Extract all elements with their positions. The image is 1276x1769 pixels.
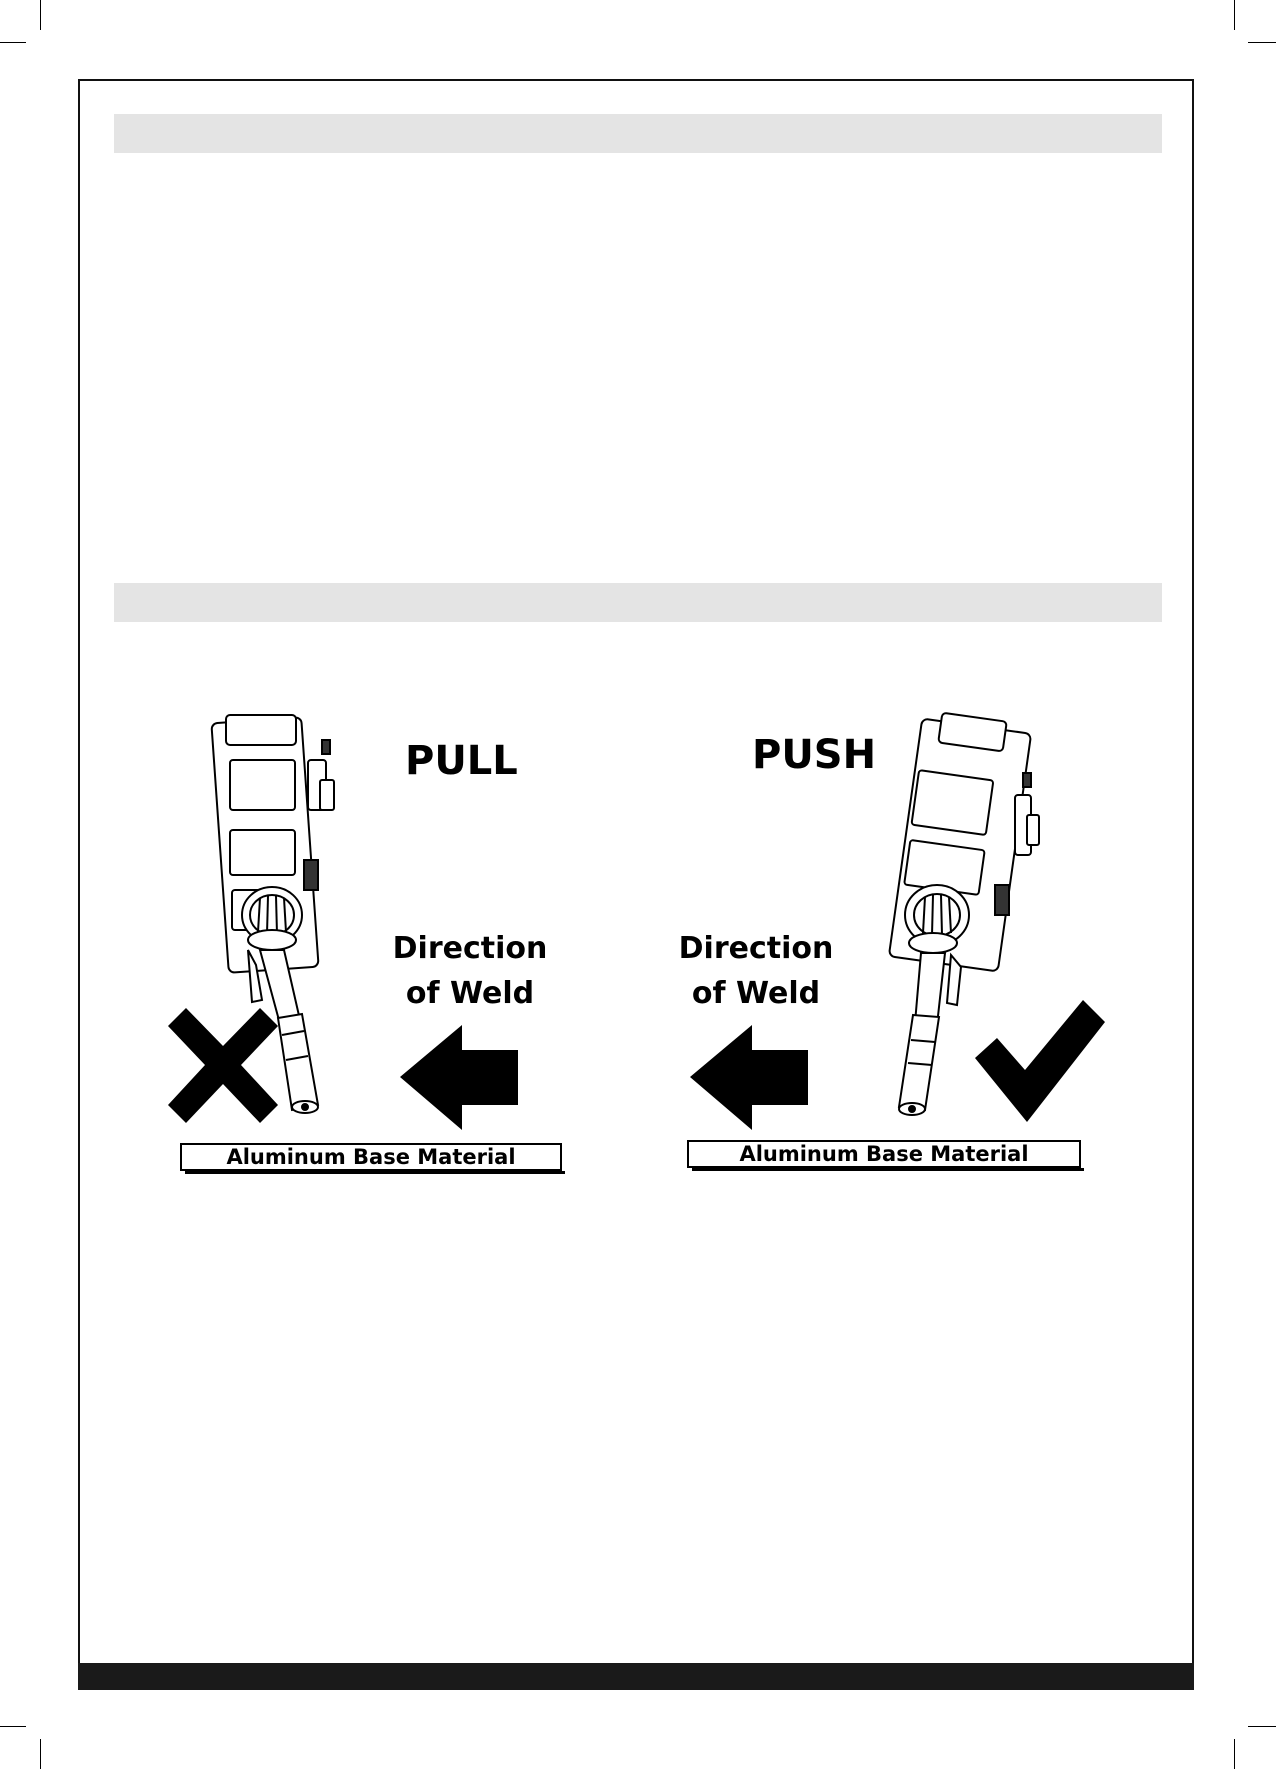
footer-bar — [78, 1663, 1194, 1690]
pull-title: PULL — [405, 738, 518, 784]
push-title: PUSH — [752, 732, 877, 778]
crop-mark — [1248, 42, 1276, 43]
push-direction-line2: of Weld — [691, 976, 821, 1011]
x-cross-icon — [168, 1008, 278, 1123]
crop-mark — [1234, 1739, 1235, 1769]
pull-base-material-label: Aluminum Base Material — [180, 1143, 562, 1171]
pull-direction-line2: of Weld — [405, 976, 535, 1011]
crop-mark — [1234, 0, 1235, 30]
section-header-bar — [114, 114, 1162, 153]
pull-direction-line1: Direction — [392, 931, 548, 966]
crop-mark — [1248, 1726, 1276, 1727]
crop-mark — [40, 0, 41, 30]
crop-mark — [40, 1739, 41, 1769]
push-direction-line1: Direction — [678, 931, 834, 966]
push-base-material-label: Aluminum Base Material — [687, 1140, 1081, 1168]
check-mark-icon — [975, 1000, 1105, 1122]
arrow-left-icon — [690, 1025, 810, 1130]
section-header-bar — [114, 583, 1162, 622]
crop-mark — [0, 1726, 26, 1727]
crop-mark — [0, 42, 26, 43]
arrow-left-icon — [400, 1025, 520, 1130]
